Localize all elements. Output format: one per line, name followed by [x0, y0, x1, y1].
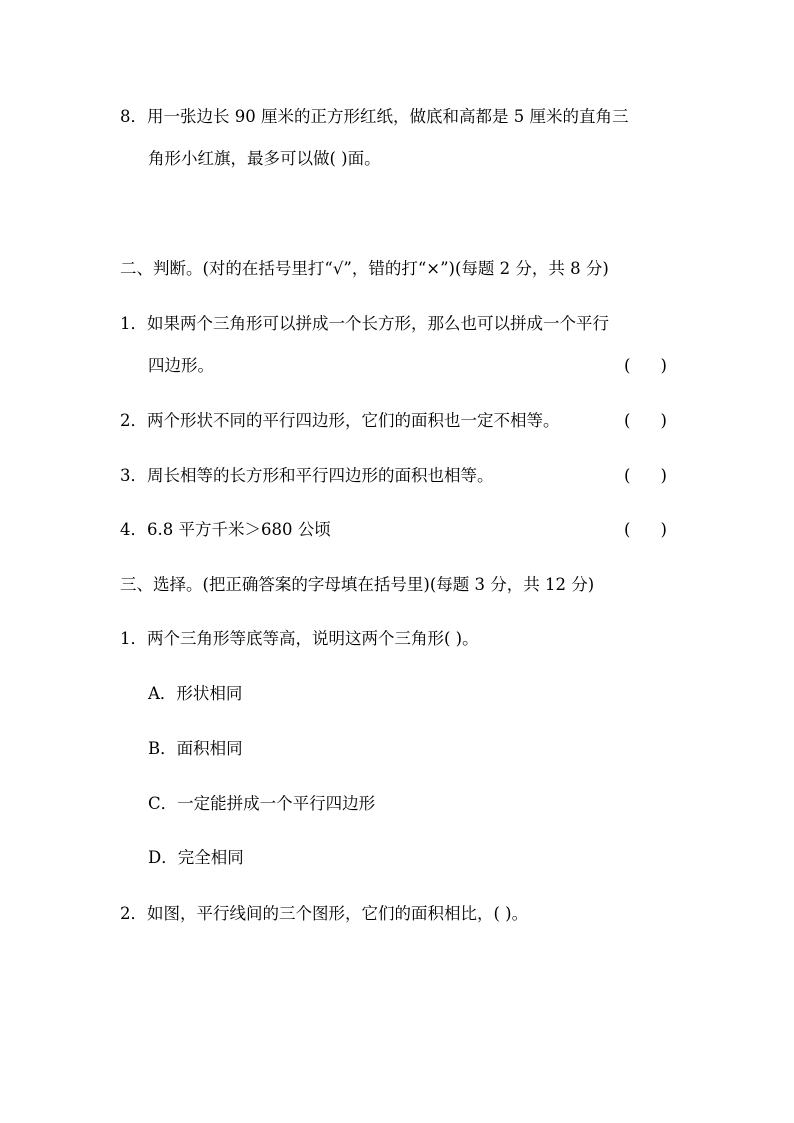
question-8-line-1: 8．用一张边长 90 厘米的正方形红纸，做底和高都是 5 厘米的直角三	[120, 107, 629, 126]
judge-item-3: 3．周长相等的长方形和平行四边形的面积也相等。	[120, 466, 494, 485]
paren-close: )	[660, 356, 667, 375]
choice-option-a[interactable]: A．形状相同	[148, 684, 243, 703]
choice-question-2: 2．如图，平行线间的三个图形，它们的面积相比，( )。	[120, 904, 529, 923]
section-3-heading: 三、选择。(把正确答案的字母填在括号里)(每题 3 分，共 12 分)	[120, 575, 595, 594]
choice-option-c[interactable]: C．一定能拼成一个平行四边形	[148, 794, 376, 813]
paren-open: (	[624, 411, 631, 430]
judge-item-1-answer-blank[interactable]	[624, 354, 667, 378]
judge-item-4: 4．6.8 平方千米＞680 公顷	[120, 520, 331, 539]
judge-item-1-line-2: 四边形。	[148, 356, 214, 375]
paren-close: )	[660, 411, 667, 430]
paren-close: )	[660, 520, 667, 539]
choice-option-b[interactable]: B．面积相同	[148, 739, 243, 758]
choice-option-d[interactable]: D．完全相同	[148, 848, 244, 867]
paren-open: (	[624, 356, 631, 375]
judge-item-2: 2．两个形状不同的平行四边形，它们的面积也一定不相等。	[120, 411, 560, 430]
judge-item-1-line-1: 1．如果两个三角形可以拼成一个长方形，那么也可以拼成一个平行	[120, 314, 609, 333]
judge-item-3-answer-blank[interactable]	[624, 464, 667, 488]
question-8-line-2: 角形小红旗，最多可以做( )面。	[148, 149, 381, 168]
paren-open: (	[624, 520, 631, 539]
choice-question-1: 1．两个三角形等底等高，说明这两个三角形( )。	[120, 629, 479, 648]
paren-close: )	[660, 466, 667, 485]
judge-item-2-answer-blank[interactable]	[624, 409, 667, 433]
judge-item-4-answer-blank[interactable]	[624, 518, 667, 542]
section-2-heading: 二、判断。(对的在括号里打“√”，错的打“×”)(每题 2 分，共 8 分)	[120, 259, 609, 278]
paren-open: (	[624, 466, 631, 485]
